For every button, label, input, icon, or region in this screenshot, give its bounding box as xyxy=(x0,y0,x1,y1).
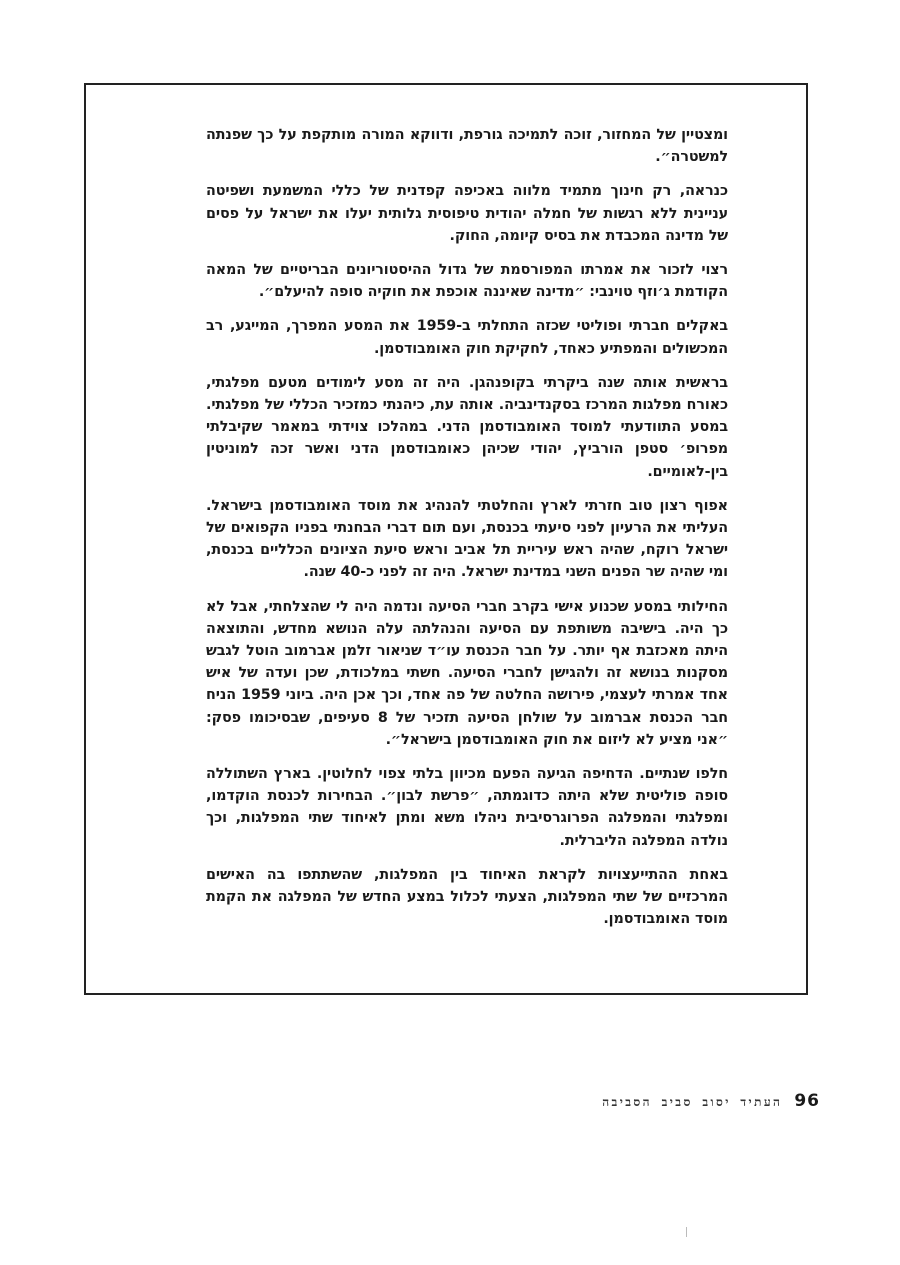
scan-mark xyxy=(686,1227,687,1237)
paragraph: אפוף רצון טוב חזרתי לארץ והחלטתי להנהיג את מוסד האומבודסמן בישראל. העליתי את הרעיון לפני סיעתי בכנסת, ועם תום דברי הבחנתי בפניו הקפואים של ישראל רוקח, שהיה ראש עיריית תל אביב וראש סיעת הציונים הכלליים בכנסת, ומי שהיה שר הפנים השני במדינת ישראל. היה זה לפני כ-40 שנה. xyxy=(206,497,728,581)
paragraph: באחת ההתייעצויות לקראת האיחוד בין המפלגות, שהשתתפו בה האישים המרכזיים של שתי המפלגות, הצעתי לכלול במצע החדש של המפלגה את הקמת מוסד האומבודסמן. xyxy=(206,866,728,928)
paragraph: כנראה, רק חינוך מתמיד מלווה באכיפה קפדנית של כללי המשמעת ושפיטה עניינית ללא רגשות של חמלה יהודית טיפוסית גלותית יעלו את ישראל על פסים של מדינה המכבדת את בסיס קיומה, החוק. xyxy=(206,183,728,244)
paragraph: בראשית אותה שנה ביקרתי בקופנהגן. היה זה מסע לימודים מטעם מפלגתי, כאורח מפלגות המרכז בסקנדינביה. אותה עת, כיהנתי כמזכיר הכללי של מפלגתי. במסע התוודעתי למוסד האומבודסמן הדני. במהלכו צוידתי במאמר שקיבלתי מפרופ׳ סטפן הורביץ, יהודי שכיהן כאומבודסמן הדני ואשר זכה למוניטין בין-לאומיים. xyxy=(206,374,728,480)
body-text xyxy=(206,124,728,943)
paragraph: רצוי לזכור את אמרתו המפורסמת של גדול ההיסטוריונים הבריטיים של המאה הקודמת ג׳וזף טוינבי: ״מדינה שאיננה אוכפת את חוקיה סופה להיעלם״. xyxy=(206,262,728,301)
paragraph: החילותי במסע שכנוע אישי בקרב חברי הסיעה ונדמה היה לי שהצלחתי, אבל לא כך היה. בישיבה משותפת עם הסיעה והנהלתה עלה הנושא מחדש, והתוצאה היתה מאכזבת אף יותר. על חבר הכנסת עו״ד שניאור זלמן אברמוב הוטל לגבש מסקנות בנושא זה ולהגישן לחברי הסיעה. חשתי במלכודת, שכן ועדה של איש אחד אמרתי לעצמי, פירושה החלטה של פה אחד, וכך אכן היה. ביוני 1959 הניח חבר הכנסת אברמוב על שולחן הסיעה תזכיר של 8 סעיפים, שבסיכומו פסק: ״אני מציע לא ליזום את חוק האומבודסמן בישראל״. xyxy=(206,598,729,748)
running-title: העתיד יסוב סביב הסביבה xyxy=(602,1095,783,1109)
paragraph: ומצטיין של המחזור, זוכה לתמיכה גורפת, ודווקא המורה מותקפת על כך שפנתה למשטרה״. xyxy=(206,127,728,166)
page-number: 96 xyxy=(794,1091,820,1111)
page-footer xyxy=(598,1091,820,1111)
paragraph: באקלים חברתי ופוליטי שכזה התחלתי ב-1959 את המסע המפרך, המייגע, רב המכשולים והמפתיע כאחד, לחקיקת חוק האומבודסמן. xyxy=(206,318,728,357)
paragraph: חלפו שנתיים. הדחיפה הגיעה הפעם מכיוון בלתי צפוי לחלוטין. בארץ השתוללה סופה פוליטית שלא היתה כדוגמתה, ״פרשת לבון״. הבחירות לכנסת הוקדמו, ומפלגתי והמפלגה הפרוגרסיבית ניהלו משא ומתן לאיחוד שתי המפלגות, וכך נולדה המפלגה הליברלית. xyxy=(206,766,728,849)
